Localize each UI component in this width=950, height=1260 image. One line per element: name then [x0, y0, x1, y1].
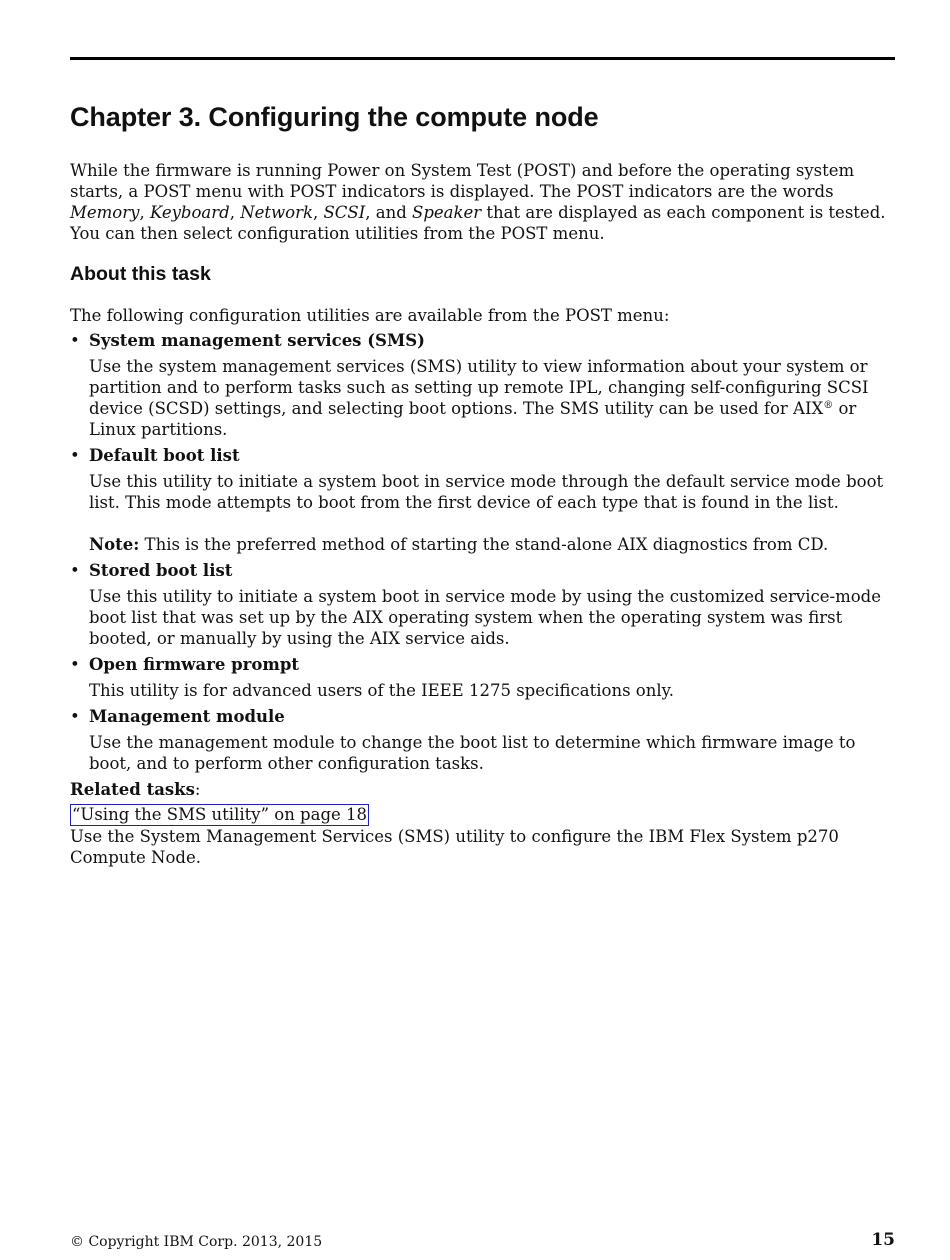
term-scsi: SCSI: [323, 203, 366, 222]
bullet-icon: •: [70, 655, 80, 674]
utility-description: [89, 356, 895, 440]
intro-paragraph: [70, 160, 895, 244]
bullet-icon: •: [70, 446, 80, 465]
term-keyboard: Keyboard: [149, 203, 230, 222]
top-rule: [70, 57, 895, 60]
registered-mark: ®: [823, 400, 834, 411]
utility-desc-text: Use the system management services (SMS) utility to view information about your system or partition and to perform tasks such as setting up remote IPL, changing self-configuring SCSI device (SCSD) settings, and selecting boot options. The SMS utility can be used for AIX: [89, 357, 869, 418]
related-label-text: Related tasks: [70, 780, 195, 799]
utilities-lead: The following configuration utilities are available from the POST menu:: [70, 306, 670, 325]
utility-description: Use this utility to initiate a system boot in service mode by using the customized service-mode boot list that was set up by the AIX operating system when the operating system was first booted, or manually by using the AIX service aids.: [89, 587, 881, 648]
term-memory: Memory: [70, 203, 140, 222]
utility-title: Stored boot list: [89, 561, 233, 580]
list-item: [70, 330, 895, 440]
utility-title: Default boot list: [89, 446, 240, 465]
related-label-colon: :: [194, 780, 201, 799]
note-label: Note:: [89, 535, 140, 554]
note-text: This is the preferred method of starting the stand-alone AIX diagnostics from CD.: [139, 535, 829, 554]
footer-copyright: © Copyright IBM Corp. 2013, 2015: [70, 1234, 323, 1250]
bullet-icon: •: [70, 707, 80, 726]
list-item: [70, 560, 895, 649]
note: [89, 534, 895, 555]
about-task-heading: About this task: [70, 263, 211, 285]
sms-utility-link[interactable]: “Using the SMS utility” on page 18: [72, 805, 368, 824]
utilities-list: [70, 330, 895, 774]
utility-description: This utility is for advanced users of the IEEE 1275 specifications only.: [89, 681, 675, 700]
related-tasks-label: [70, 779, 895, 800]
main-content: [70, 160, 895, 868]
utility-desc-text: or Linux partitions.: [89, 399, 857, 439]
intro-sep: , and: [365, 203, 413, 222]
utility-title: Management module: [89, 707, 285, 726]
bullet-icon: •: [70, 561, 80, 580]
intro-text-2: that are displayed as each component is tested. You can then select configuration utilities from the POST menu.: [70, 203, 886, 243]
list-item: [70, 654, 895, 701]
intro-sep: ,: [139, 203, 150, 222]
list-item: [70, 445, 895, 555]
page-number: 15: [871, 1230, 895, 1250]
chapter-title: Chapter 3. Configuring the compute node: [70, 102, 599, 132]
intro-sep: ,: [313, 203, 324, 222]
utility-title: System management services (SMS): [89, 331, 425, 350]
bullet-icon: •: [70, 331, 80, 350]
term-network: Network: [240, 203, 313, 222]
list-item: [70, 706, 895, 774]
utility-description: Use the management module to change the boot list to determine which firmware image to boot, and to perform other configuration tasks.: [89, 733, 856, 773]
intro-text-1: While the firmware is running Power on System Test (POST) and before the operating system starts, a POST menu with POST indicators is displayed. The POST indicators are the words: [70, 161, 855, 201]
utility-description: Use this utility to initiate a system boot in service mode through the default service mode boot list. This mode attempts to boot from the first device of each type that is found in the list.: [89, 472, 884, 512]
utility-title: Open firmware prompt: [89, 655, 299, 674]
intro-sep: ,: [229, 203, 241, 222]
related-link-description: Use the System Management Services (SMS) utility to configure the IBM Flex System p270 Compute Node.: [70, 827, 839, 867]
term-speaker: Speaker: [412, 203, 482, 222]
